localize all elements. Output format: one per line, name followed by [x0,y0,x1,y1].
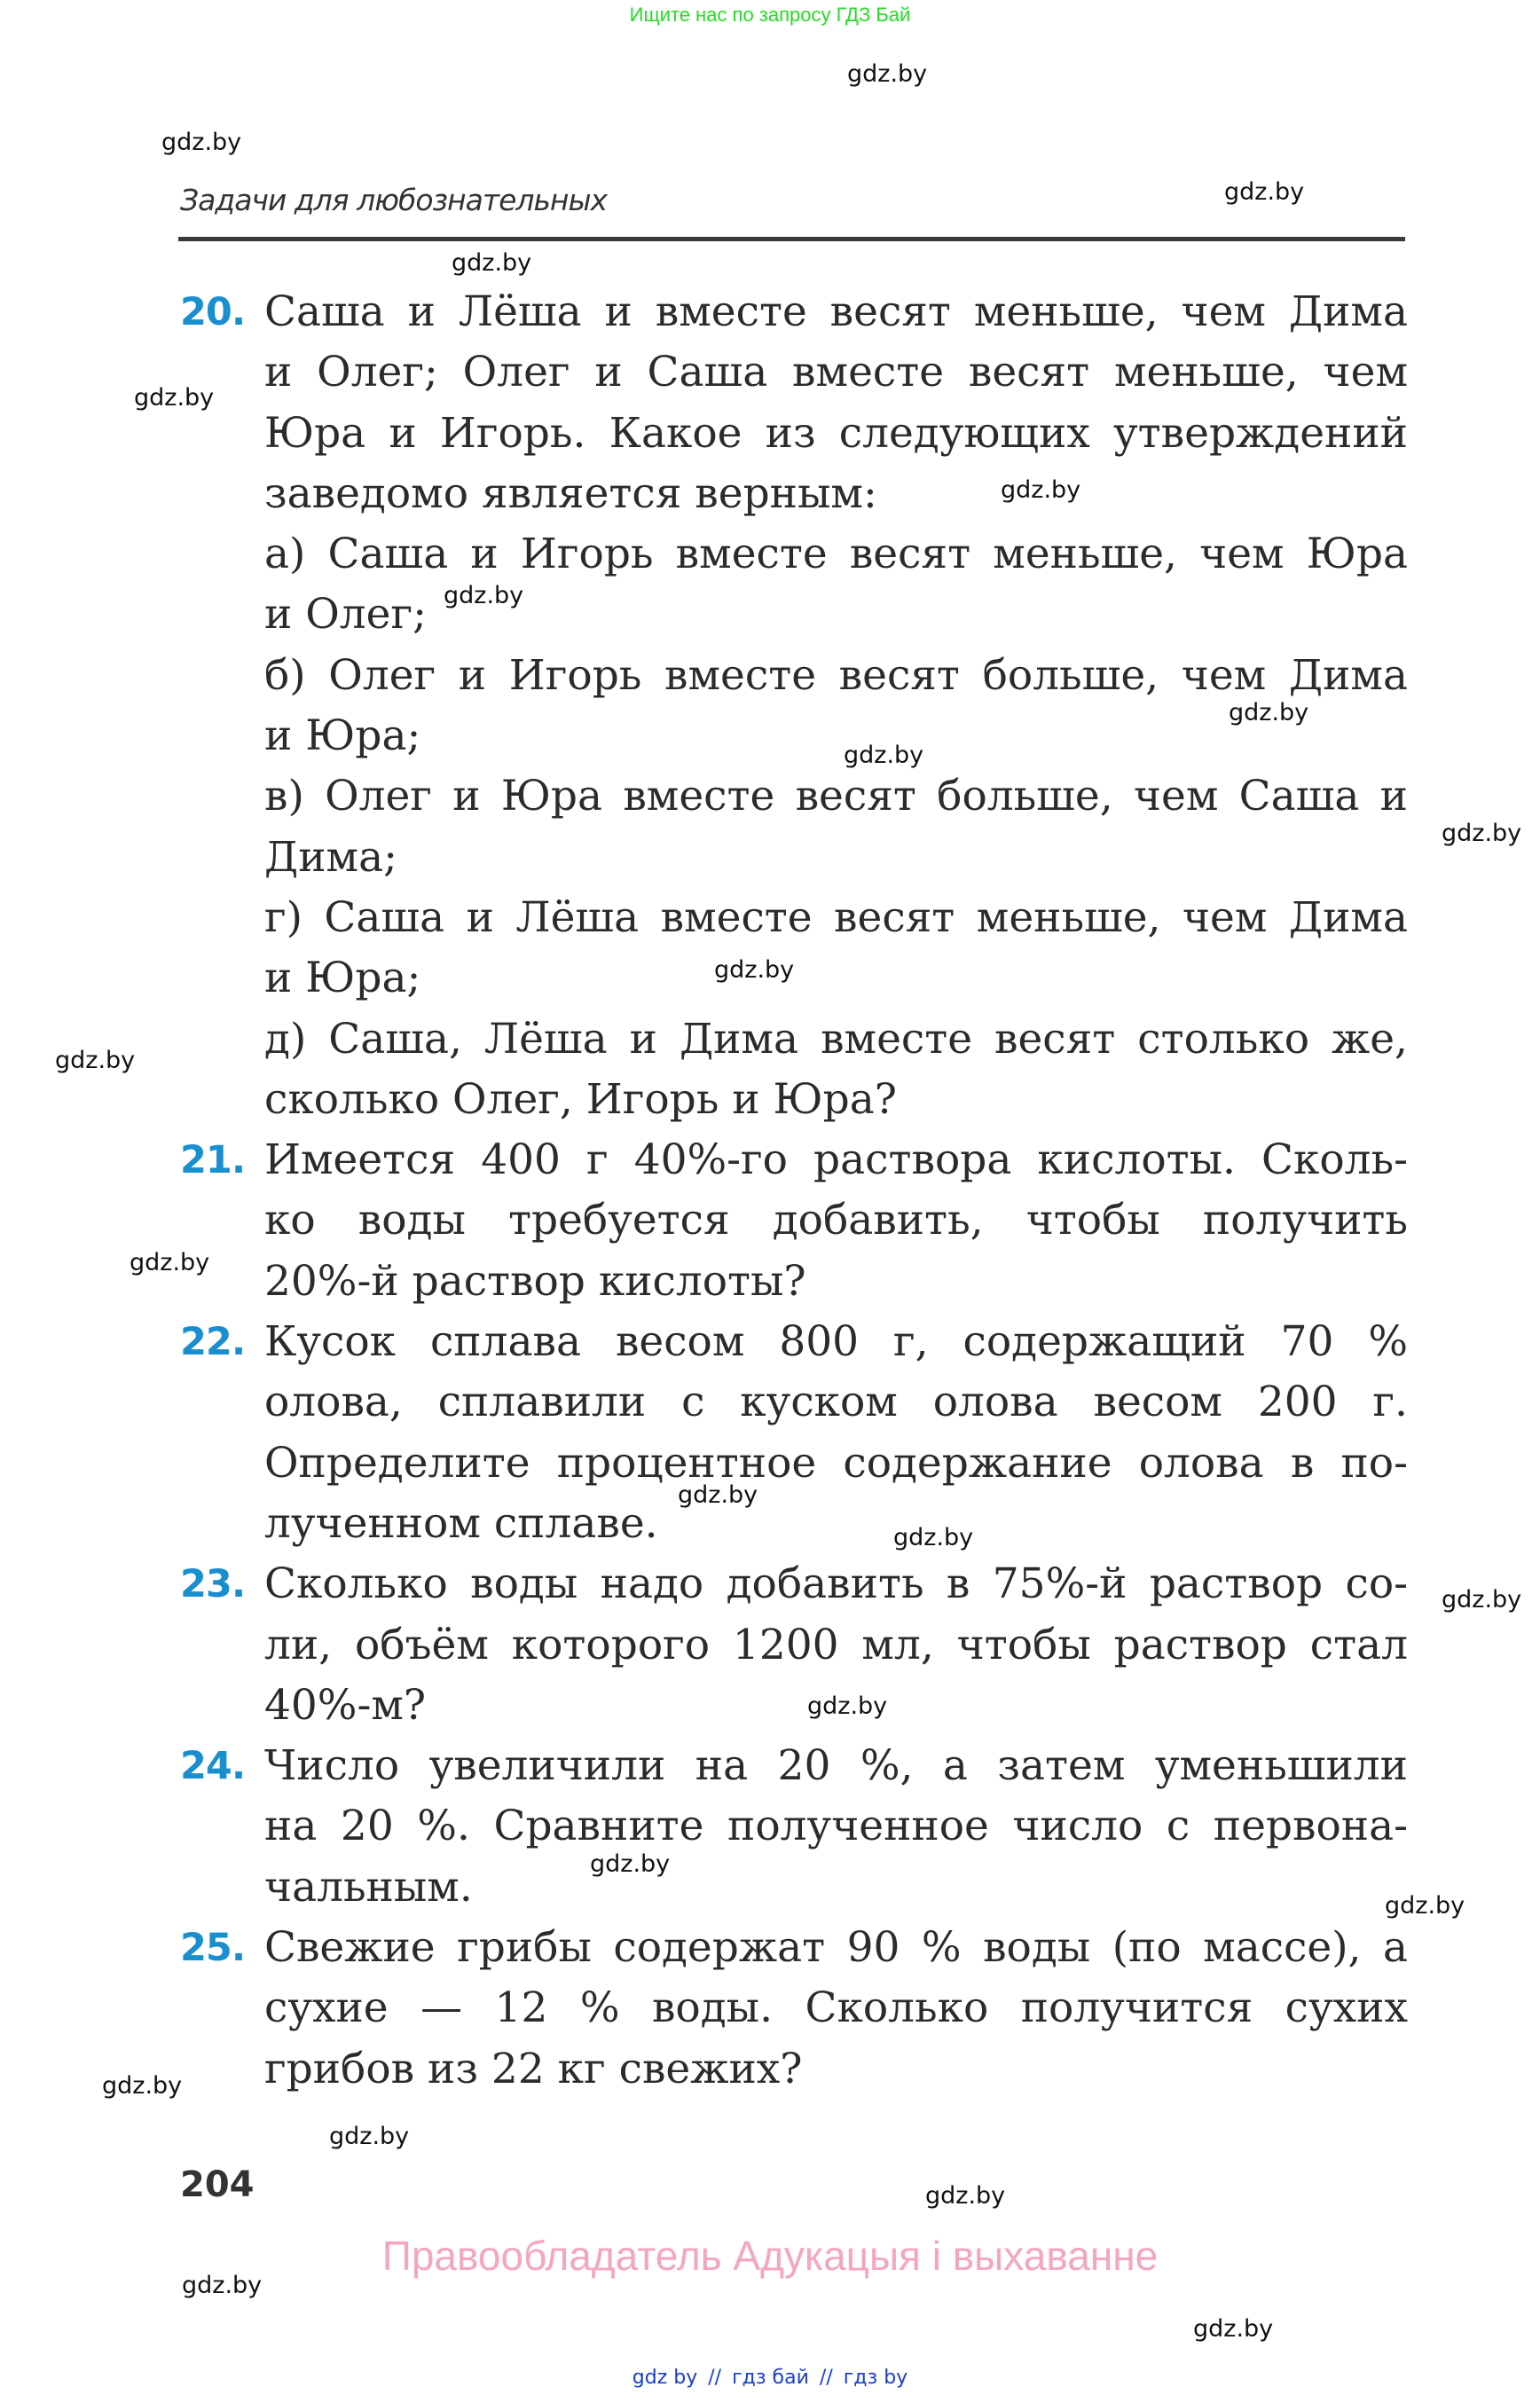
problem-text-line: в) Олег и Юра вместе весят больше, чем Саша и [264,772,1408,821]
problem-text-line: ко воды требуется добавить, чтобы получить [264,1196,1408,1245]
problem-21 [180,1130,1408,1312]
watermark: gdz.by [844,742,924,769]
problem-text-line: и Олег; [264,590,427,640]
problem-list [180,282,1408,2100]
problem-25 [180,1918,1408,2100]
problem-number: 20. [180,290,246,334]
problem-23 [180,1554,1408,1736]
watermark: gdz.by [1442,1586,1522,1614]
watermark: gdz.by [1193,2315,1274,2343]
watermark: gdz.by [807,1692,888,1720]
footer-separator: // [708,2367,722,2389]
problem-number: 25. [180,1926,246,1971]
watermark: gdz.by [130,1249,210,1276]
problem-text-line: б) Олег и Игорь вместе весят больше, чем Дима [264,650,1408,700]
problem-24 [180,1736,1408,1918]
problem-text-line: лученном сплаве. [264,1498,658,1548]
watermark: gdz.by [102,2072,183,2100]
problem-text-line: олова, сплавили с куском олова весом 200 г. [264,1378,1408,1427]
problem-text-line: д) Саша, Лёша и Дима вместе весят столько же, [264,1014,1408,1064]
problem-text-line: 40%-м? [264,1680,427,1730]
problem-text-line: и Юра; [264,711,421,761]
page-number: 204 [180,2164,255,2205]
problem-text-line: Дима; [264,832,397,882]
watermark: gdz.by [925,2182,1006,2210]
footer-link[interactable]: гдз by [843,2367,908,2389]
watermark: gdz.by [1001,476,1081,504]
problem-text-line: чальным. [264,1862,473,1912]
problem-text-line: Свежие грибы содержат 90 % воды (по массе), а [264,1923,1408,1973]
problem-text-line: грибов из 22 кг свежих? [264,2044,803,2093]
watermark: gdz.by [452,249,532,277]
problem-text-line: сухие — 12 % воды. Сколько получится сухих [264,1983,1408,2033]
footer-links [0,2367,1540,2389]
watermark: gdz.by [714,956,795,984]
watermark: gdz.by [1224,178,1305,206]
problem-text-line: Число увеличили на 20 %, а затем уменьшили [264,1741,1408,1791]
header-divider [178,237,1405,241]
watermark: gdz.by [1229,699,1309,726]
problem-20 [180,282,1408,1130]
problem-number: 22. [180,1320,246,1365]
watermark: gdz.by [161,129,242,156]
watermark: gdz.by [893,1524,974,1551]
copyright-notice: Правообладатель Адукацыя і выхаванне [381,2233,1159,2279]
watermark: gdz.by [329,2123,410,2150]
problem-22 [180,1312,1408,1554]
problem-number: 24. [180,1744,246,1789]
problem-text-line: Саша и Лёша и вместе весят меньше, чем Дима [264,287,1408,336]
watermark: gdz.by [590,1850,671,1878]
watermark: gdz.by [134,384,215,412]
watermark: gdz.by [444,582,524,609]
problem-number: 21. [180,1138,246,1183]
watermark: gdz.by [1385,1892,1465,1920]
problem-text-line: Кусок сплава весом 800 г, содержащий 70 % [264,1317,1408,1367]
watermark: gdz.by [1442,820,1522,847]
watermark: gdz.by [678,1481,758,1509]
problem-text-line: сколько Олег, Игорь и Юра? [264,1074,897,1124]
problem-text-line: Юра и Игорь. Какое из следующих утверждений [264,408,1408,458]
problem-text-line: ли, объём которого 1200 мл, чтобы раствор стал [264,1620,1408,1669]
problem-text-line: Сколько воды надо добавить в 75%-й раствор со- [264,1559,1408,1609]
problem-text-line: а) Саша и Игорь вместе весят меньше, чем Юра [264,530,1408,579]
watermark: gdz.by [847,60,928,88]
watermark: gdz.by [182,2272,263,2299]
problem-text-line: и Олег; Олег и Саша вместе весят меньше, чем [264,348,1408,397]
section-header: Задачи для любознательных [180,183,608,217]
problem-text-line: заведомо является верным: [264,468,877,518]
problem-text-line: г) Саша и Лёша вместе весят меньше, чем Дима [264,892,1408,942]
problem-number: 23. [180,1562,246,1607]
watermark: gdz.by [55,1047,136,1074]
problem-text-line: 20%-й раствор кислоты? [264,1256,806,1306]
problem-text-line: Определите процентное содержание олова в по- [264,1438,1408,1488]
footer-link[interactable]: гдз бай [732,2367,809,2389]
problem-text-line: Имеется 400 г 40%-го раствора кислоты. Сколь- [264,1135,1408,1185]
footer-separator: // [819,2367,833,2389]
problem-text-line: и Юра; [264,954,421,1003]
problem-text-line: на 20 %. Сравните полученное число с первона- [264,1802,1408,1851]
top-banner: Ищите нас по запросу ГДЗ Бай [629,4,911,26]
footer-link[interactable]: gdz by [632,2367,698,2389]
